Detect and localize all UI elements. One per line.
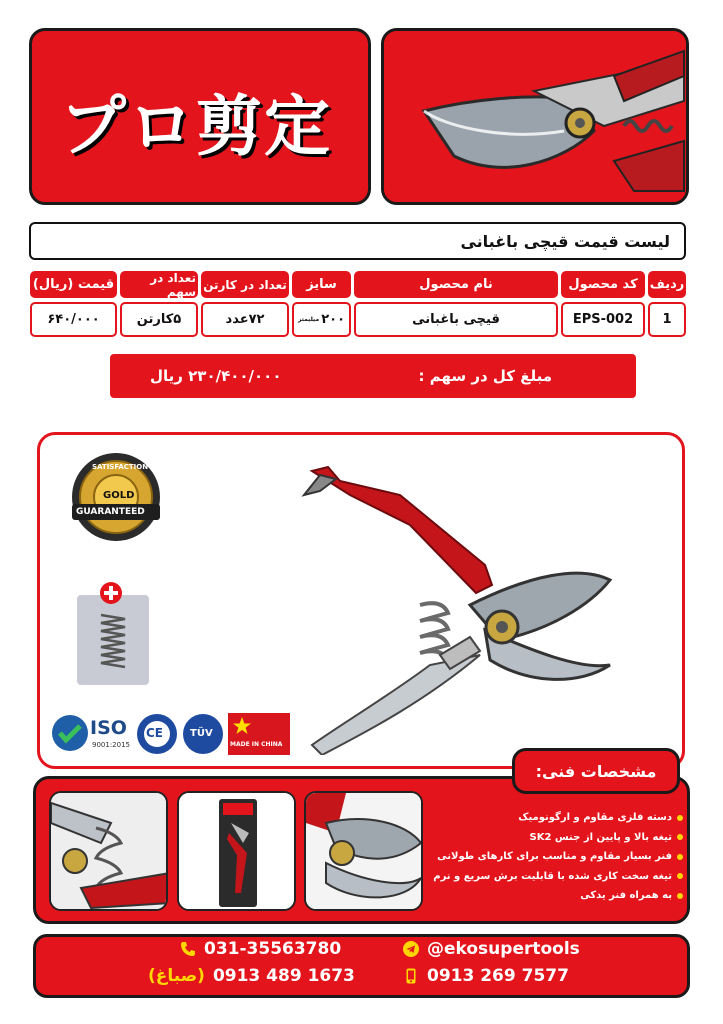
plus-icon [99,581,123,605]
cell-row-number: 1 [648,302,686,337]
product-showcase-frame [37,432,685,769]
thumbnail-spring-closeup [49,791,168,911]
bullet-icon [677,815,683,821]
mobile-phone[interactable] [148,966,355,986]
bullet-icon [677,834,683,840]
telegram-handle-text: @ekosupertools [427,939,580,959]
mobile-contact-name: (صباغ) [148,966,205,986]
size-unit: میلیمتر [297,316,320,323]
mobile-icon [403,968,419,984]
bullet-icon [677,893,683,899]
spec-item [425,828,683,848]
cell-product-code: EPS-002 [561,302,645,337]
iso-label: ISO [90,717,127,739]
cell-per-share: ۵کارتن [120,302,198,337]
badge-gold-text: GOLD [103,490,135,501]
phone-icon [180,941,196,957]
tuv-label: TÜV [190,728,213,739]
mobile-phone-2[interactable] [403,966,569,986]
header-product-name: نام محصول [354,271,558,298]
size-value: ۲۰۰ [321,312,346,327]
badge-guaranteed-text: GUARANTEED [76,507,145,517]
spec-text: تیغه سخت کاری شده با قابلیت برش سریع و نرم [433,870,672,882]
spare-spring-image [77,595,149,685]
brand-banner [29,28,371,205]
header-size: سایز [292,271,351,298]
telegram-icon [403,941,419,957]
spec-item [425,847,683,867]
price-list-title-bar [29,222,686,260]
spec-text: دسته فلزی مقاوم و ارگونومیک [518,812,672,824]
brand-logo-box [46,63,346,177]
spring-closeup-image [51,793,168,911]
brand-logo-text: プロ剪定 [60,87,332,165]
total-label: مبلغ کل در سهم : [418,367,552,385]
specs-list [425,808,683,906]
made-in-china-label: MADE IN CHINA [230,741,283,748]
spec-text: تیغه بالا و پایین از جنس SK2 [529,831,672,843]
spring-icon [77,595,149,685]
price-list-title: لیست قیمت قیچی باغبانی [460,231,670,251]
mobile-phone-2-number: 0913 269 7577 [427,966,569,986]
blade-closeup-image [306,793,423,911]
total-value: ۲۳۰/۴۰۰/۰۰۰ ریال [150,367,282,385]
specs-title: مشخصات فنی: [512,748,680,794]
header-per-share: تعداد در سهم [120,271,198,298]
header-per-carton: تعداد در کارتن [201,271,289,298]
telegram-handle[interactable] [403,939,580,959]
badge-satisfaction-text: SATISFACTION [92,463,149,471]
cell-per-carton: ۷۲عدد [201,302,289,337]
thumbnail-packaging [177,791,296,911]
pruner-closeup-image [384,31,689,205]
bullet-icon [677,873,683,879]
thumbnail-blade-closeup [304,791,423,911]
packaging-image [179,793,296,911]
cell-price: ۶۴۰/۰۰۰ [30,302,117,337]
cell-product-name: قیچی باغبانی [354,302,558,337]
spec-item [425,867,683,887]
contact-panel [33,934,690,998]
spec-item [425,808,683,828]
header-price: قیمت (ریال) [30,271,117,298]
cell-size [292,302,351,337]
bullet-icon [677,854,683,860]
iso-standard-label: 9001:2015 [92,741,130,749]
ce-label: CE [146,726,164,740]
spec-text: به همراه فنر یدکی [580,890,672,902]
total-amount-bar [110,354,636,398]
office-phone[interactable] [180,939,341,959]
spec-text: فنر بسیار مقاوم و مناسب برای کارهای طولانی [437,851,672,863]
mobile-phone-number: 0913 489 1673 [212,966,355,986]
star-icon [232,716,252,736]
pruning-shears-image [280,455,640,755]
spec-item [425,886,683,906]
header-row-number: ردیف [648,271,686,298]
hero-image-panel [381,28,689,205]
header-product-code: کد محصول [561,271,645,298]
office-phone-number: 031-35563780 [204,939,342,959]
